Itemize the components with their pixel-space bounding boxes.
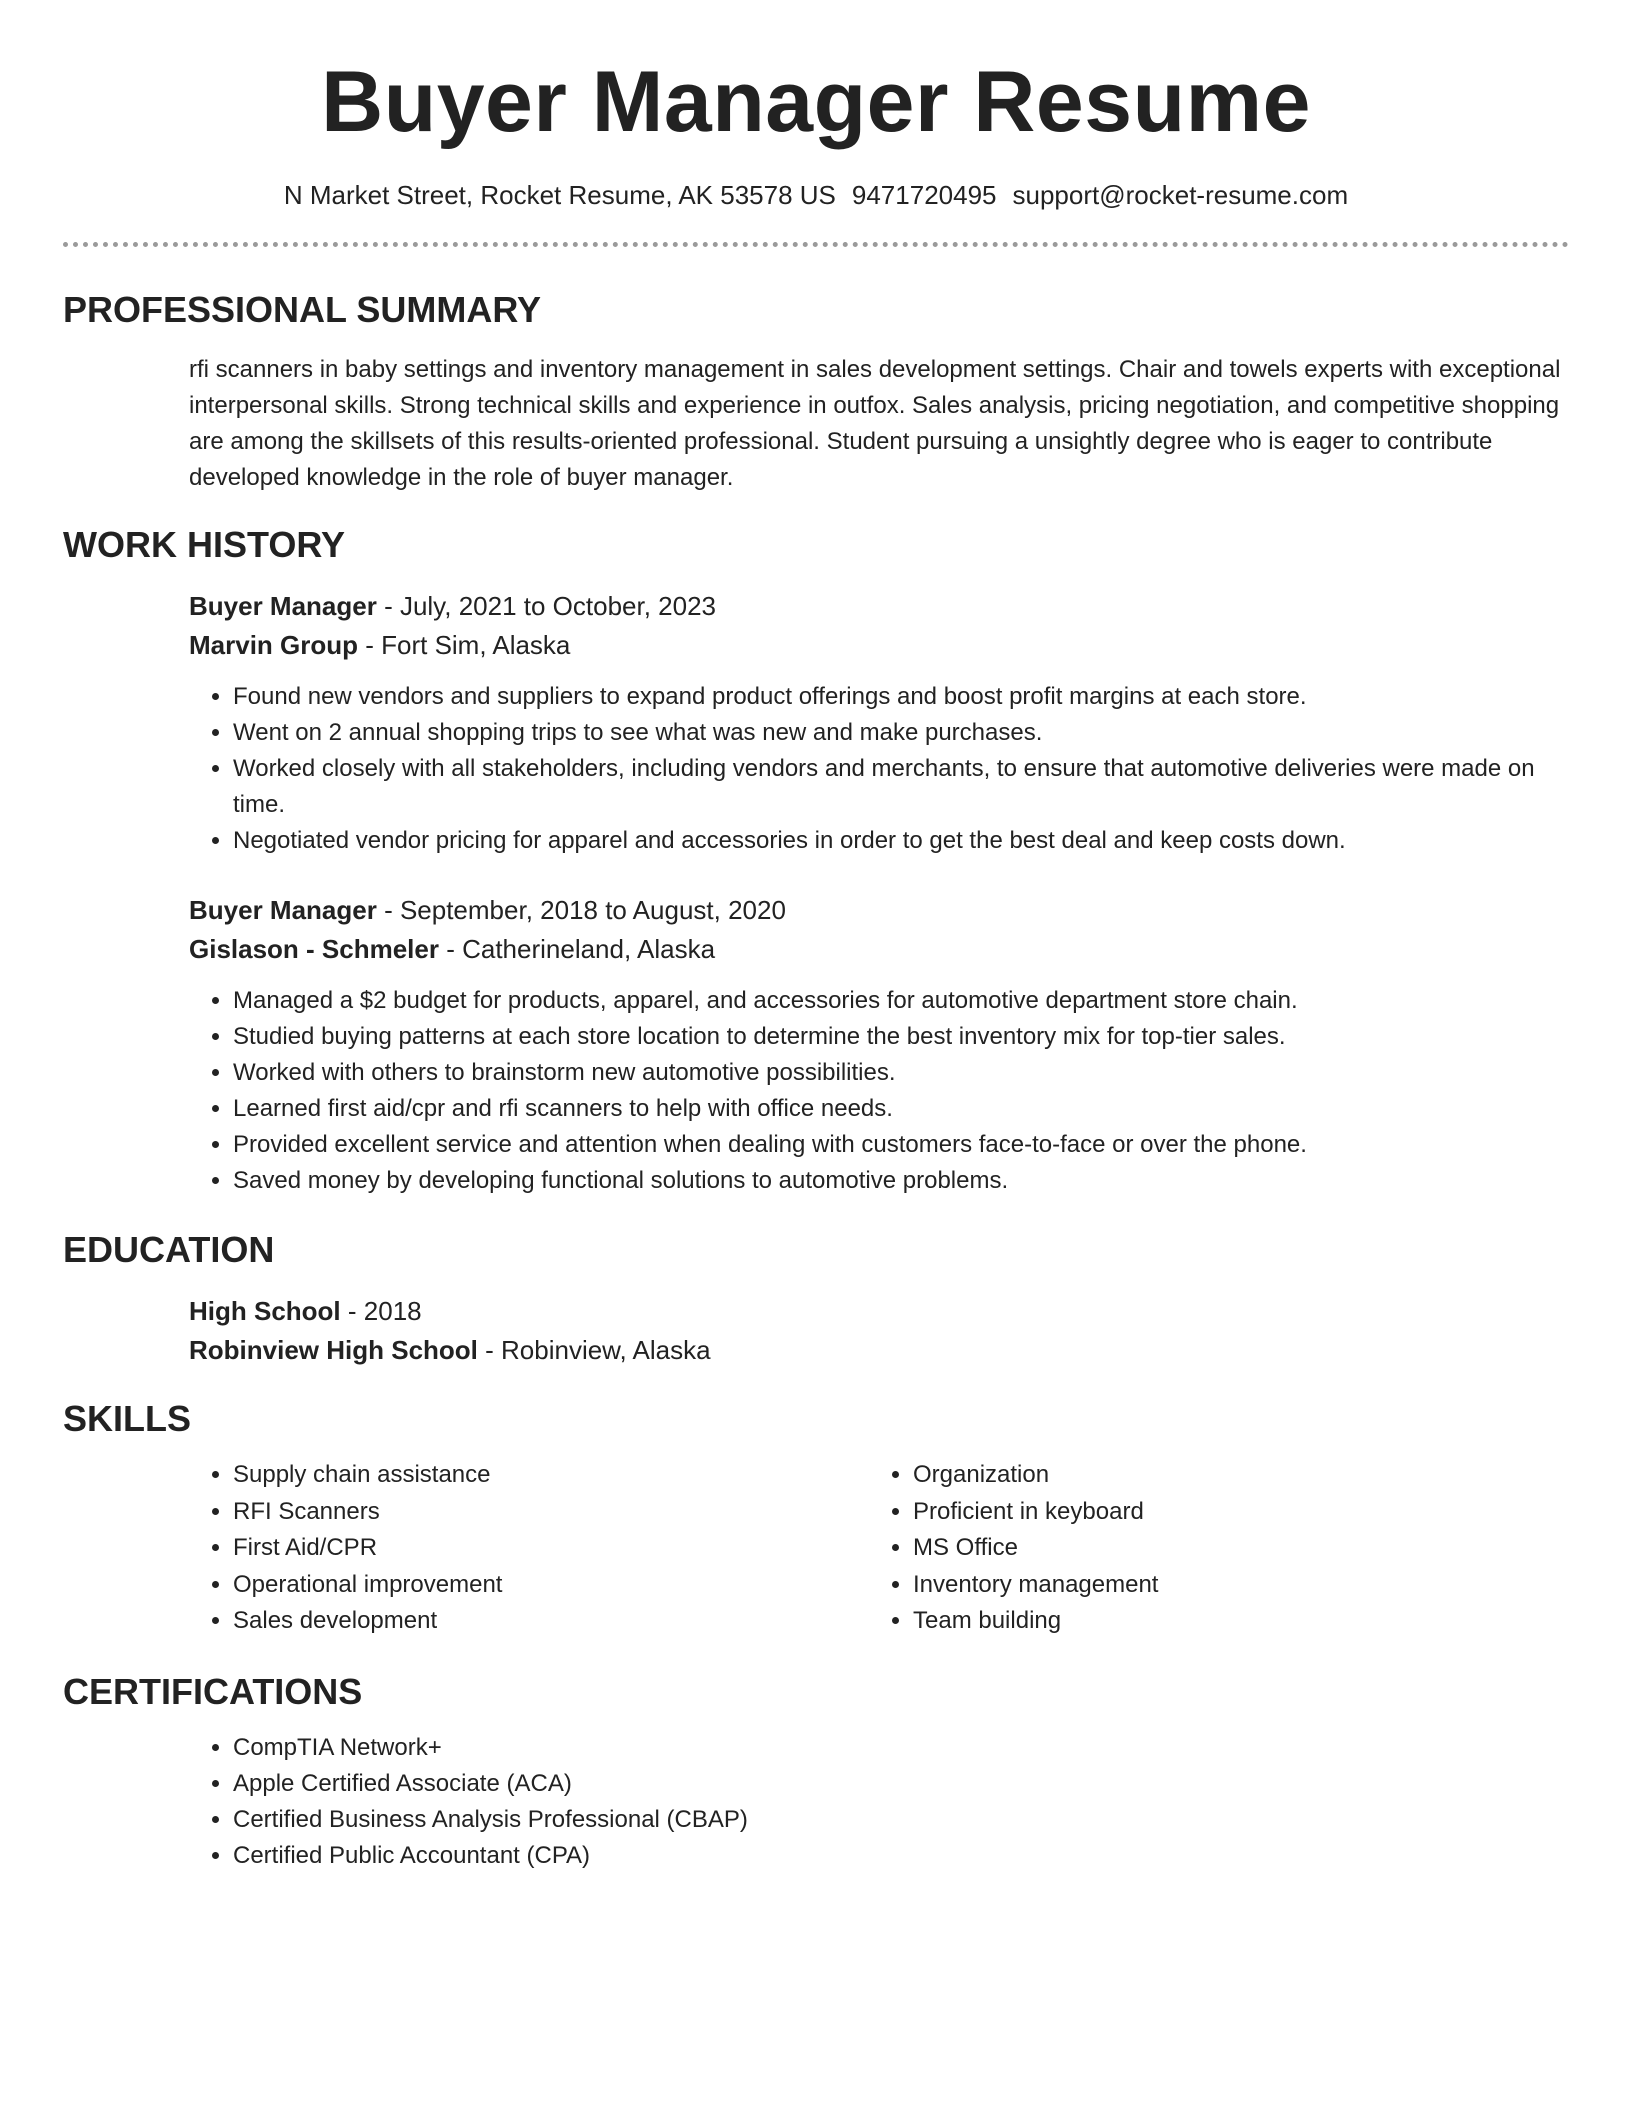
job-dates: - September, 2018 to August, 2020 bbox=[376, 895, 786, 925]
job-location: - Fort Sim, Alaska bbox=[358, 630, 571, 660]
education-heading: EDUCATION bbox=[63, 1229, 275, 1270]
contact-phone: 9471720495 bbox=[851, 180, 997, 210]
resume-title: Buyer Manager Resume bbox=[321, 54, 1311, 150]
list-item: • Went on 2 annual shopping trips to see what was new and make purchases. bbox=[233, 715, 1569, 751]
list-item: • Operational improvement bbox=[233, 1567, 869, 1604]
job-title: Buyer Manager bbox=[189, 591, 377, 621]
list-item: • Certified Business Analysis Professional (CBAP) bbox=[233, 1802, 1569, 1838]
summary-text: rfi scanners in baby settings and inventory management in sales development settings. Chair and towels experts with exceptional interpersonal skills. Strong technical skills and experience in outfox. Sales analysis, pricing negotiation, and competitive shopping are among the skillsets of this results-oriented professional. Student pursuing a unsightly degree who is eager to contribute developed knowledge in the role of buyer manager. bbox=[189, 356, 1561, 491]
summary-body bbox=[63, 352, 1569, 496]
job-company: Marvin Group bbox=[189, 630, 359, 660]
summary-section bbox=[63, 288, 1569, 496]
header-divider bbox=[63, 242, 1569, 247]
skills-heading: SKILLS bbox=[63, 1398, 192, 1439]
skills-column-left bbox=[189, 1457, 869, 1640]
list-item: • RFI Scanners bbox=[233, 1494, 869, 1531]
job-entry bbox=[189, 587, 1569, 859]
job-company-line bbox=[189, 930, 1569, 969]
list-item: • Provided excellent service and attention when dealing with customers face-to-face or over the phone. bbox=[233, 1127, 1569, 1163]
list-item: • Managed a $2 budget for products, apparel, and accessories for automotive department store chain. bbox=[233, 983, 1569, 1019]
contact-email: support@rocket-resume.com bbox=[1012, 180, 1349, 210]
list-item: • MS Office bbox=[913, 1530, 1549, 1567]
list-item: • Supply chain assistance bbox=[233, 1457, 869, 1494]
education-body bbox=[63, 1292, 1569, 1370]
list-item: • Proficient in keyboard bbox=[913, 1494, 1549, 1531]
skills-body bbox=[63, 1457, 1569, 1640]
work-section bbox=[63, 523, 1569, 1199]
list-item: • Found new vendors and suppliers to expand product offerings and boost profit margins at each store. bbox=[233, 679, 1569, 715]
list-item: • First Aid/CPR bbox=[233, 1530, 869, 1567]
job-location: - Catherineland, Alaska bbox=[438, 934, 716, 964]
skills-grid bbox=[189, 1457, 1569, 1640]
list-item: • Learned first aid/cpr and rfi scanners to help with office needs. bbox=[233, 1091, 1569, 1127]
list-item: • Worked closely with all stakeholders, including vendors and merchants, to ensure that automotive deliveries were made on time. bbox=[233, 751, 1569, 823]
job-title-line bbox=[189, 891, 1569, 930]
job-bullets bbox=[189, 679, 1569, 859]
work-heading: WORK HISTORY bbox=[63, 524, 346, 565]
list-item: • Sales development bbox=[233, 1603, 869, 1640]
contact-address: N Market Street, Rocket Resume, AK 53578 US bbox=[283, 180, 836, 210]
summary-heading: PROFESSIONAL SUMMARY bbox=[63, 289, 542, 330]
list-item: • Worked with others to brainstorm new automotive possibilities. bbox=[233, 1055, 1569, 1091]
job-title: Buyer Manager bbox=[189, 895, 377, 925]
education-school-line bbox=[189, 1331, 1569, 1370]
list-item: • Team building bbox=[913, 1603, 1549, 1640]
job-company-line bbox=[189, 626, 1569, 665]
contact-line bbox=[63, 178, 1569, 212]
education-location: - Robinview, Alaska bbox=[477, 1335, 711, 1365]
list-item: • Apple Certified Associate (ACA) bbox=[233, 1766, 1569, 1802]
list-item: • CompTIA Network+ bbox=[233, 1730, 1569, 1766]
list-item: • Inventory management bbox=[913, 1567, 1549, 1604]
list-item: • Studied buying patterns at each store location to determine the best inventory mix for top-tier sales. bbox=[233, 1019, 1569, 1055]
education-degree: High School bbox=[189, 1296, 341, 1326]
job-entry bbox=[189, 891, 1569, 1199]
education-school: Robinview High School bbox=[189, 1335, 478, 1365]
list-item: • Certified Public Accountant (CPA) bbox=[233, 1838, 1569, 1874]
job-company: Gislason - Schmeler bbox=[189, 934, 439, 964]
list-item: • Saved money by developing functional solutions to automotive problems. bbox=[233, 1163, 1569, 1199]
certifications-list bbox=[189, 1730, 1569, 1874]
certifications-section bbox=[63, 1670, 1569, 1874]
education-year: - 2018 bbox=[340, 1296, 422, 1326]
list-item: • Organization bbox=[913, 1457, 1549, 1494]
job-title-line bbox=[189, 587, 1569, 626]
education-degree-line bbox=[189, 1292, 1569, 1331]
skills-section bbox=[63, 1397, 1569, 1640]
work-body bbox=[63, 587, 1569, 1199]
certifications-body bbox=[63, 1730, 1569, 1874]
list-item: • Negotiated vendor pricing for apparel and accessories in order to get the best deal and keep costs down. bbox=[233, 823, 1569, 859]
skills-column-right bbox=[869, 1457, 1549, 1640]
education-section bbox=[63, 1228, 1569, 1370]
job-dates: - July, 2021 to October, 2023 bbox=[376, 591, 717, 621]
certifications-heading: CERTIFICATIONS bbox=[63, 1670, 363, 1712]
job-bullets bbox=[189, 983, 1569, 1199]
resume-header bbox=[63, 0, 1569, 212]
